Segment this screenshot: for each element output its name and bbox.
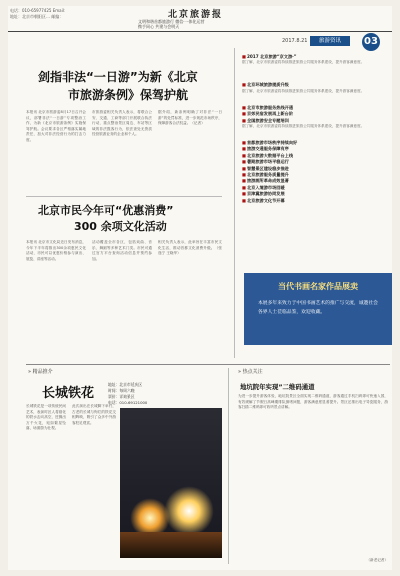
brief-item: ■智慧景区建设稳步推进 — [242, 165, 289, 171]
brief-text: 据了解，北京市旅游委将持续推进旅游公共服务体系建设，提升游客满意度。 — [242, 60, 365, 65]
article1-headline-2: 市旅游条例》保驾护航 — [68, 88, 189, 102]
brief-item: ■北京入境游市场回暖 — [242, 184, 285, 190]
brief-text: 据了解，北京市旅游委将持续推进旅游公共服务体系建设，提升游客满意度。 — [242, 88, 365, 93]
brief-item: ■全国旅游安全专题培训 — [242, 117, 289, 123]
brief-item: ■旅游交通服务保障有序 — [242, 146, 289, 152]
section-divider — [26, 364, 390, 365]
masthead-motto: 文明和谐首都旅游行 微信·一体化运营 — [138, 19, 205, 24]
bottom-left-headline: 长城铁花 — [42, 386, 95, 401]
ground-silhouette — [120, 532, 222, 558]
brief-item: ■京津冀旅游协同发展 — [242, 191, 285, 197]
masthead-motto-2: 携手同心 共建与会明天 — [138, 24, 180, 29]
info-line: 地址：北京市延庆区 — [108, 382, 143, 387]
bottom-left-col2: 此次演出在长城脚下举行，古老的长城与绚烂的铁花交相辉映，吸引了众多中外游客驻足观赏。 — [72, 404, 116, 425]
article1-col2: 市旅游委相关负责人表示，将联合公安、交通、工商等部门开展联合执法行动，重点整治景区周边、车站等区域的非法揽客行为，依法查处无资质经营旅游业务的企业和个人。 — [92, 110, 152, 137]
info-line: 电话：010-69121000 — [108, 400, 148, 405]
info-line: 时间：每周六晚 — [108, 388, 135, 393]
brief-item: ■北京旅游文化节开幕 — [242, 197, 285, 203]
news-briefs-sidebar — [242, 54, 390, 204]
event-info-box — [108, 382, 220, 406]
article1-headline-1: 剑指非法“一日游”为新《北京 — [38, 70, 198, 84]
article2-headline-2: 300 余项文化活动 — [74, 220, 167, 233]
page-number: 03 — [362, 33, 380, 51]
contact-line-2: 地址：北京市朝阳区… 邮编： — [10, 14, 64, 19]
brief-item: ■北京旅游大数据平台上线 — [242, 152, 294, 158]
section-label-right: » 热点关注 — [238, 369, 263, 375]
brief-text: 据了解，北京市旅游委将持续推进旅游公共服务体系建设，提升游客满意度。 — [242, 124, 365, 129]
brief-item: ■北京旅游服务质量提升 — [242, 172, 289, 178]
bottom-left-col1: 长城铁花是一项传统民间艺术，表演时匠人将熔化的铁水击向高空，迸溅出万千火花，宛如繁星坠落，场面蔚为壮观。 — [26, 404, 66, 431]
newspaper-page — [8, 6, 392, 570]
contact-line-1: 电话：010-65977425 Email： — [10, 8, 68, 13]
article1-col1: 本报讯 北京市旅游委8月17日召开会议，部署非法“一日游”专项整治工作，为新《北京市旅游条例》实施保驾护航。会议要求各区严格落实属地责任，加大对非法经营行为的打击力度。 — [26, 110, 86, 142]
brief-item: ■北京环城旅游提质升级 — [242, 82, 289, 88]
bottom-right-body: 为进一步提升游客体验，地坑院景区全面实现二维码通道，游客通过手机扫码即可快速入园，有效缓解了节假日高峰期排队拥堵问题，游客满意度显著提升。景区还推出电子导览服务，游客扫描二维码即可收听景点讲解。 — [238, 394, 388, 410]
brief-item: ■首都旅游市场秩序持续向好 — [242, 140, 298, 146]
article1-col3: 据介绍，新条例明确了对非法“一日游”的处罚标准，进一步规范市场秩序，保障游客合法权益。（记者） — [158, 110, 222, 126]
advert-title: 当代书画名家作品展卖 — [278, 282, 358, 291]
advert-body: 本展多年来致力于中国书画艺术的推广与交流，诚邀社会各界人士莅临品鉴，欢迎收藏。 — [258, 301, 378, 315]
article2-col1: 本报讯 北京市文化局近日发布消息，今年下半年将推出300余项惠民文化活动，市民可以优惠价格参与演出、展览、讲座等活动。 — [26, 240, 86, 261]
brief-item: ■京郊民宿发展再上新台阶 — [242, 111, 294, 117]
header-contact — [10, 8, 150, 20]
column-divider — [234, 48, 235, 358]
issue-date: 2017.8.21 — [282, 38, 308, 44]
header-rule — [8, 31, 392, 32]
bottom-column-divider — [228, 368, 229, 564]
advert-box — [244, 273, 392, 345]
page-header — [8, 6, 392, 32]
fireworks-burst — [164, 486, 214, 536]
brief-item: ■北京市旅游服务热线开通 — [242, 104, 294, 110]
fireworks-photo — [120, 408, 222, 558]
brief-item: ■暑期旅游市场平稳运行 — [242, 159, 289, 165]
info-line: 票价：详询景区 — [108, 394, 135, 399]
brief-item: ■2017 北京旅游“京文游·” — [242, 54, 297, 59]
section-tag: 旅游资讯 — [310, 36, 350, 46]
article-divider — [26, 196, 222, 197]
bottom-right-byline: （新老记者） — [366, 558, 388, 562]
article2-col3: 相关负责人表示，此举旨在丰富市民文化生活，推动首都文化消费升级。（张逸宁 王晓华） — [158, 240, 222, 256]
section-label-left: » 精品推介 — [28, 369, 53, 375]
brief-item: ■旅游厕所革命成效显著 — [242, 178, 289, 184]
bottom-right-headline: 地坑院年实现”二维码通道 — [240, 383, 315, 391]
masthead: 北京旅游报 — [168, 10, 224, 20]
article2-headline-1: 北京市民今年可“优惠消费” — [38, 204, 174, 217]
article2-col2: 活动覆盖全市各区，包括戏曲、音乐、舞蹈等多种艺术门类。市民可通过官方平台查询活动信息并预约参加。 — [92, 240, 152, 261]
